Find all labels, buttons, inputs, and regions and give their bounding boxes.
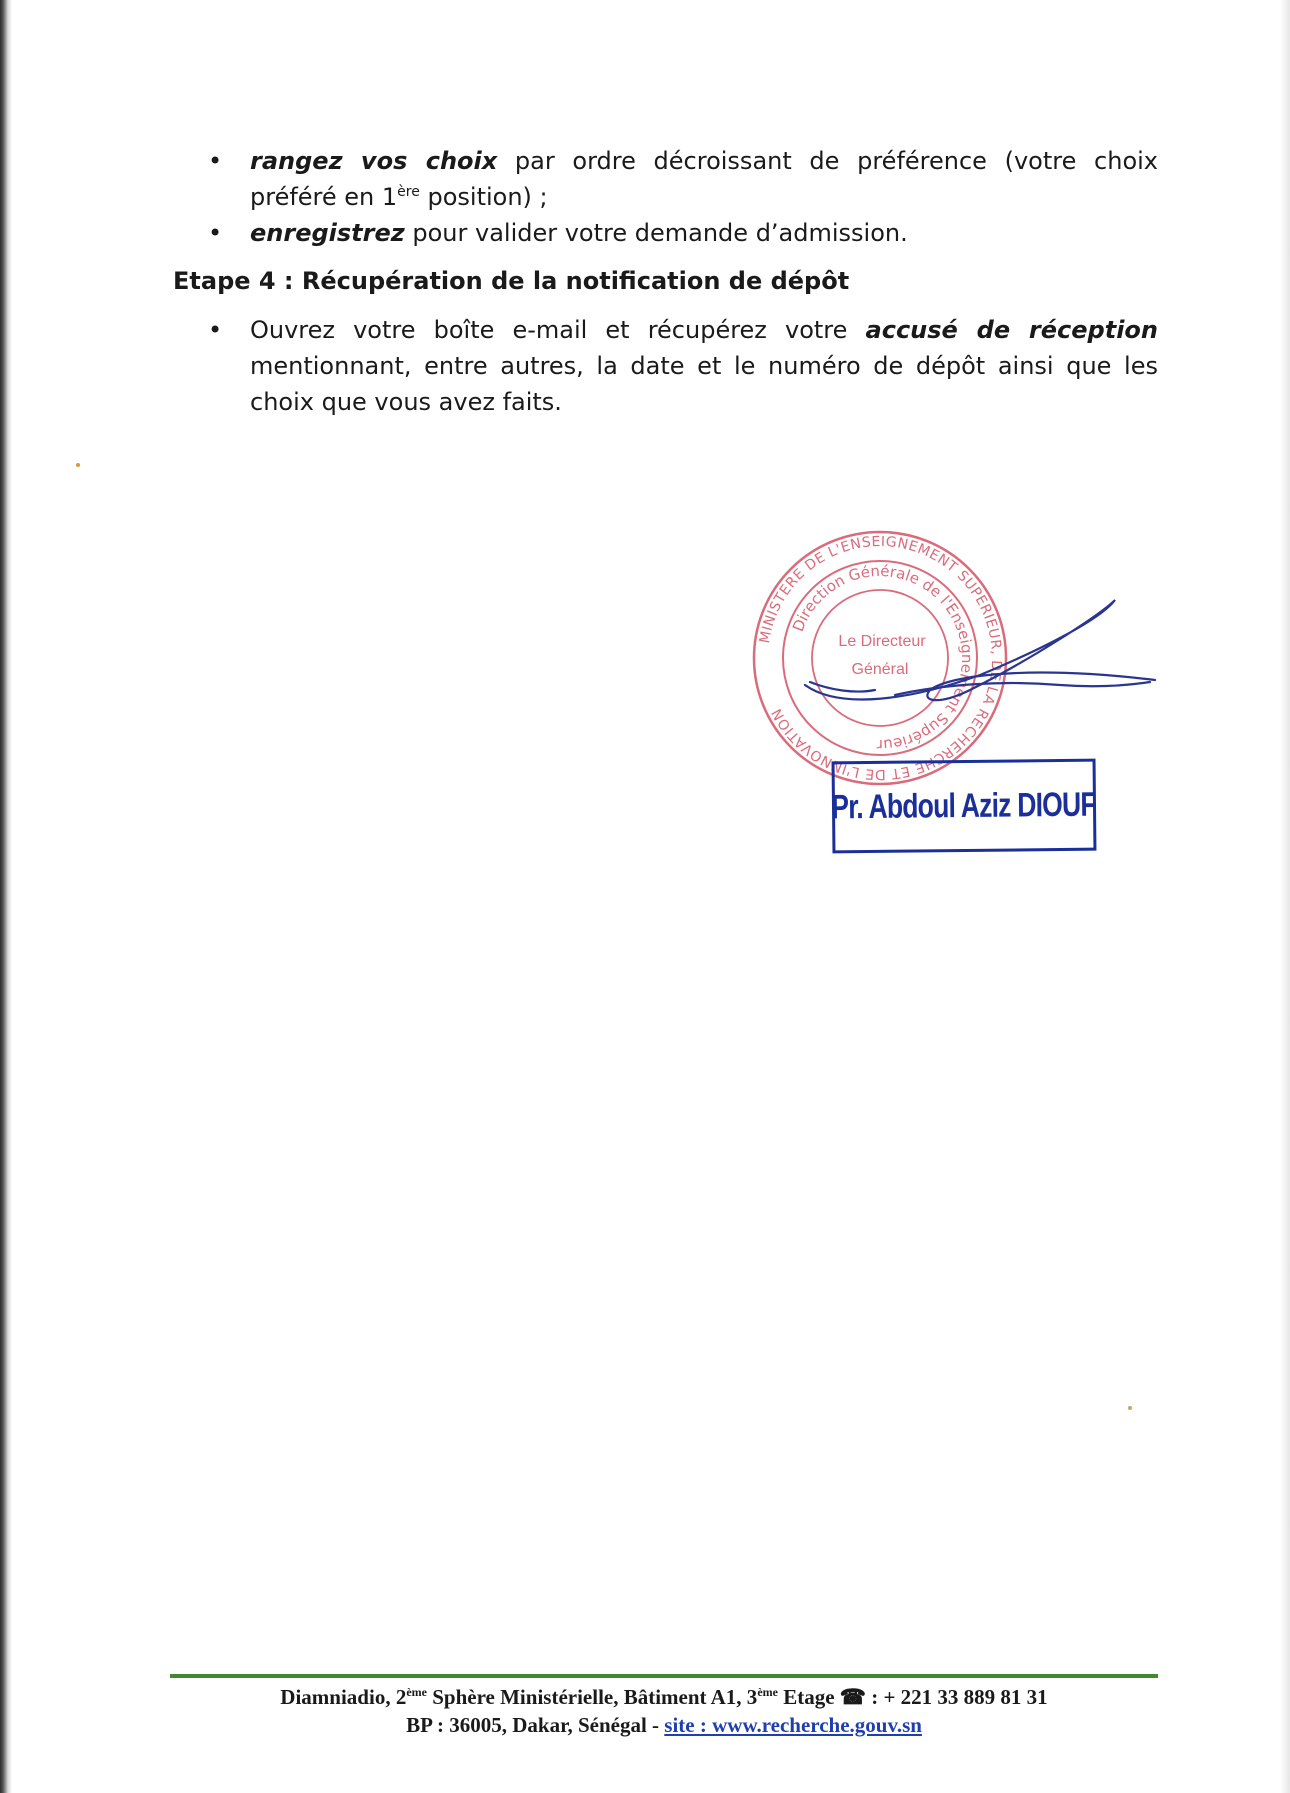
scan-left-edge	[0, 0, 12, 1793]
list-item-text	[250, 215, 1158, 251]
signatory-name: Pr. Abdoul Aziz DIOUF	[831, 785, 1097, 826]
item-text: pour valider votre demande d’admission.	[404, 219, 908, 247]
footer-text: Diamniadio, 2	[280, 1685, 407, 1709]
item-text-after: mentionnant, entre autres, la date et le numéro de dépôt ainsi que les choix que vous avez faits.	[250, 352, 1158, 416]
list-item	[208, 312, 1158, 420]
footer-phone: : + 221 33 889 81 31	[865, 1685, 1048, 1709]
website-link[interactable]: site : www.recherche.gouv.sn	[664, 1713, 922, 1737]
footer-text: Etage	[777, 1685, 840, 1709]
bullet-icon: •	[208, 316, 223, 344]
list-item-text	[250, 312, 1158, 420]
list-item-text	[250, 143, 1158, 215]
stamp-center-line2: Général	[851, 661, 909, 678]
scan-right-edge	[1280, 0, 1290, 1793]
section-heading: Etape 4 : Récupération de la notification de dépôt	[173, 267, 850, 295]
telephone-icon: ☎	[839, 1685, 866, 1709]
stamp-middle-text: Direction Générale de l'Enseignement Supérieur	[788, 561, 977, 755]
footer-divider	[170, 1674, 1158, 1678]
footer	[170, 1683, 1158, 1739]
item-text-after: position) ;	[419, 183, 548, 211]
signatory-name-box	[832, 759, 1097, 854]
stamp-outer-text: MINISTERE DE L'ENSEIGNEMENT SUPERIEUR, DE LA RECHERCHE ET DE L'INNOVATION	[756, 533, 1005, 783]
footer-text: BP : 36005, Dakar, Sénégal -	[406, 1713, 665, 1737]
superscript: ère	[397, 184, 420, 200]
emphasis-text: rangez vos choix	[250, 147, 498, 175]
scan-speck	[1128, 1406, 1132, 1410]
handwritten-signature	[800, 590, 1170, 740]
footer-postal-line	[170, 1711, 1158, 1739]
bullet-icon: •	[208, 219, 223, 247]
list-item	[208, 215, 1158, 251]
superscript: ème	[757, 1685, 778, 1699]
scan-speck	[76, 463, 80, 467]
emphasis-text: accusé de réception	[865, 316, 1158, 344]
emphasis-text: enregistrez	[250, 219, 405, 247]
stamp-center-line1: Le Directeur	[838, 633, 926, 650]
footer-text: Sphère Ministérielle, Bâtiment A1, 3	[426, 1685, 758, 1709]
item-text-before: Ouvrez votre boîte e-mail et récupérez votre	[250, 316, 866, 344]
bullet-icon: •	[208, 147, 223, 175]
superscript: ème	[406, 1685, 427, 1699]
item-text: par ordre décroissant de préférence (votre choix préféré en 1	[250, 147, 1158, 211]
list-item	[208, 143, 1158, 215]
footer-address-line	[170, 1683, 1158, 1711]
